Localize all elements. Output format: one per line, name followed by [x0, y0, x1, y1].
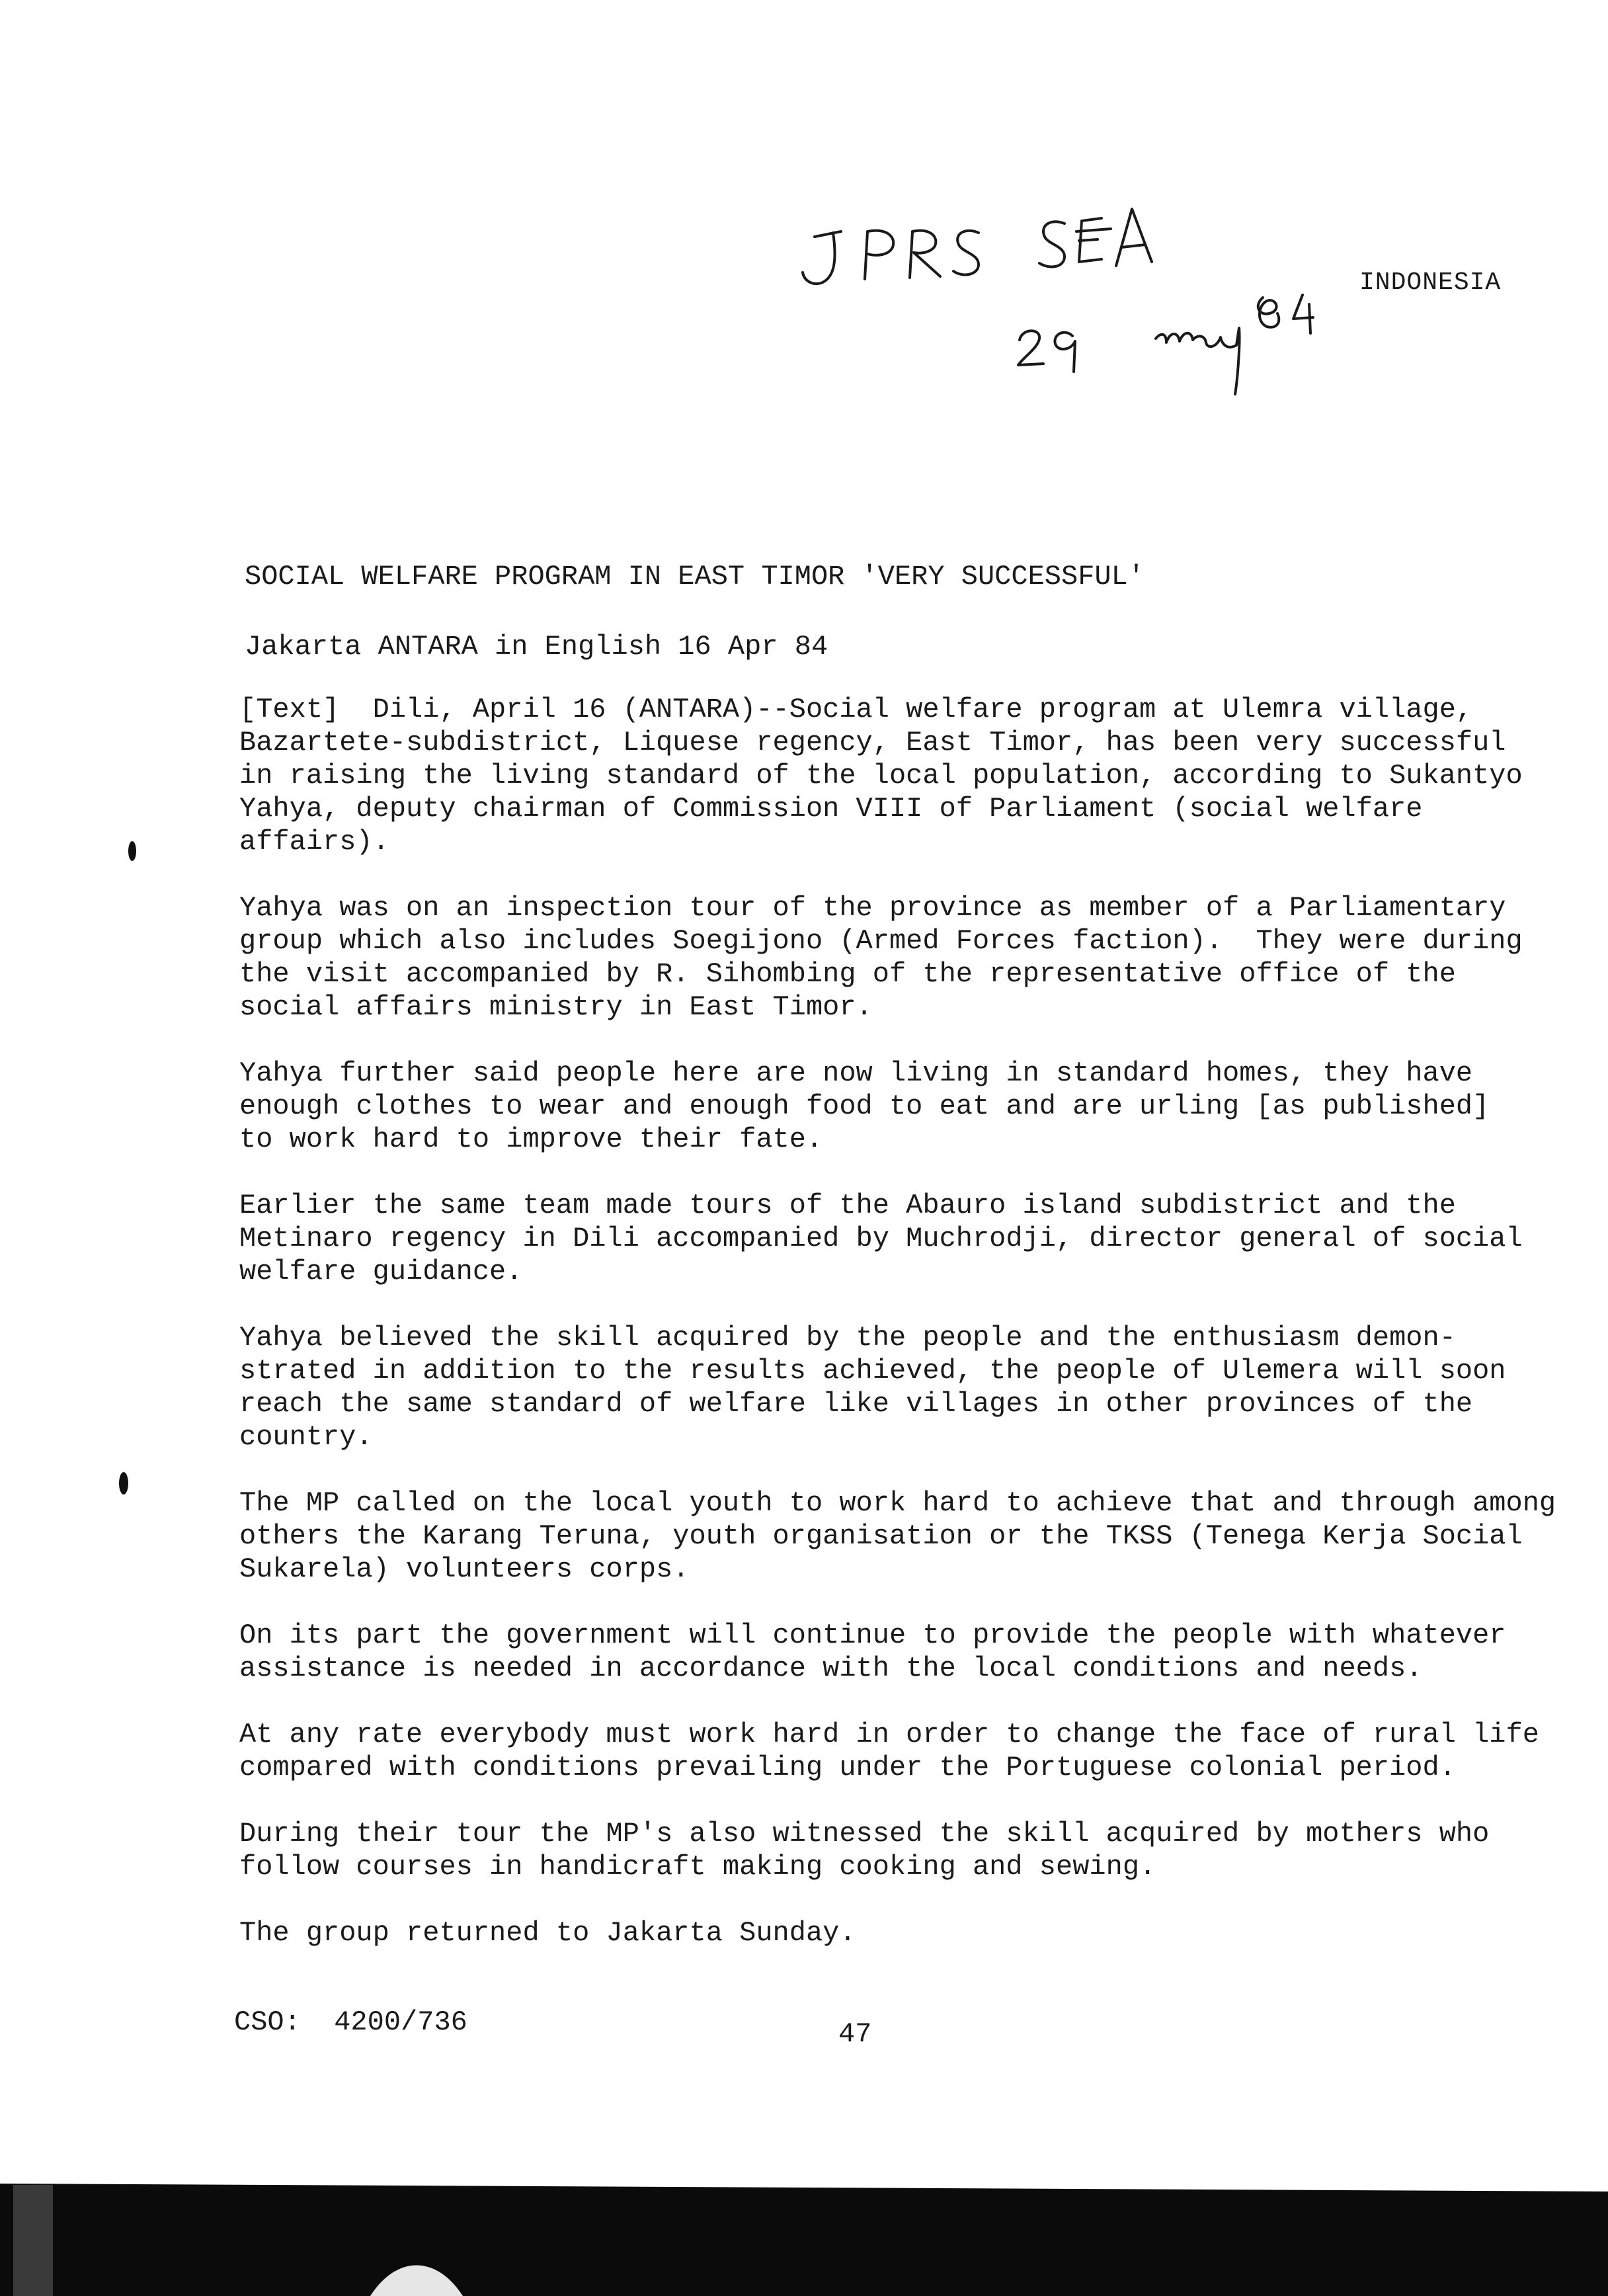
scan-mark — [128, 841, 136, 861]
scan-edge — [0, 2176, 1608, 2296]
scan-mark — [119, 1472, 128, 1495]
paragraph: At any rate everybody must work hard in order to change the face of rural life compared with conditions prevailing under the Portuguese colonial period. — [239, 1719, 1539, 1784]
article-source: Jakarta ANTARA in English 16 Apr 84 — [245, 631, 828, 663]
article-headline: SOCIAL WELFARE PROGRAM IN EAST TIMOR 'VERY SUCCESSFUL' — [245, 561, 1145, 593]
paragraph: [Text] Dili, April 16 (ANTARA)--Social welfare program at Ulemra village, Bazartete-subdistrict, Liquese regency, East Timor, has been very successful in raising the living standard of the local population, according to Sukantyo Yahya, deputy chairman of Commission VIII of Parliament (social welfare affairs). — [239, 694, 1523, 858]
paragraph: Yahya believed the skill acquired by the people and the enthusiasm demon- strated in addition to the results achieved, the people of Ulemera will soon reach the same standard of welfare like villages in other provinces of the country. — [239, 1322, 1506, 1453]
handwritten-annotation — [780, 198, 1362, 397]
paragraph: The group returned to Jakarta Sunday. — [239, 1917, 856, 1949]
paragraph: Yahya further said people here are now living in standard homes, they have enough clothes to wear and enough food to eat and are urling [as published] to work hard to improve their fate. — [239, 1057, 1490, 1155]
paragraph: The MP called on the local youth to work hard to achieve that and through among others the Karang Teruna, youth organisation or the TKSS (Tenega Kerja Social Sukarela) volunteers corps. — [239, 1487, 1556, 1585]
cso-reference: CSO: 4200/736 — [234, 2006, 467, 2038]
paragraph: On its part the government will continue to provide the people with whatever assistance is needed in accordance with the local conditions and needs. — [239, 1620, 1506, 1684]
paragraph: Earlier the same team made tours of the Abauro island subdistrict and the Metinaro regency in Dili accompanied by Muchrodji, director general of social welfare guidance. — [239, 1190, 1523, 1288]
page-number: 47 — [838, 2018, 872, 2050]
paragraph: Yahya was on an inspection tour of the province as member of a Parliamentary group which also includes Soegijono (Armed Forces faction). They were during the visit accompanied by R. Sihombing of the representative office of the social affairs ministry in East Timor. — [239, 892, 1523, 1023]
country-header: INDONESIA — [1359, 268, 1502, 297]
paragraph: During their tour the MP's also witnessed the skill acquired by mothers who follow courses in handicraft making cooking and sewing. — [239, 1818, 1490, 1883]
article-body — [239, 693, 1568, 1983]
